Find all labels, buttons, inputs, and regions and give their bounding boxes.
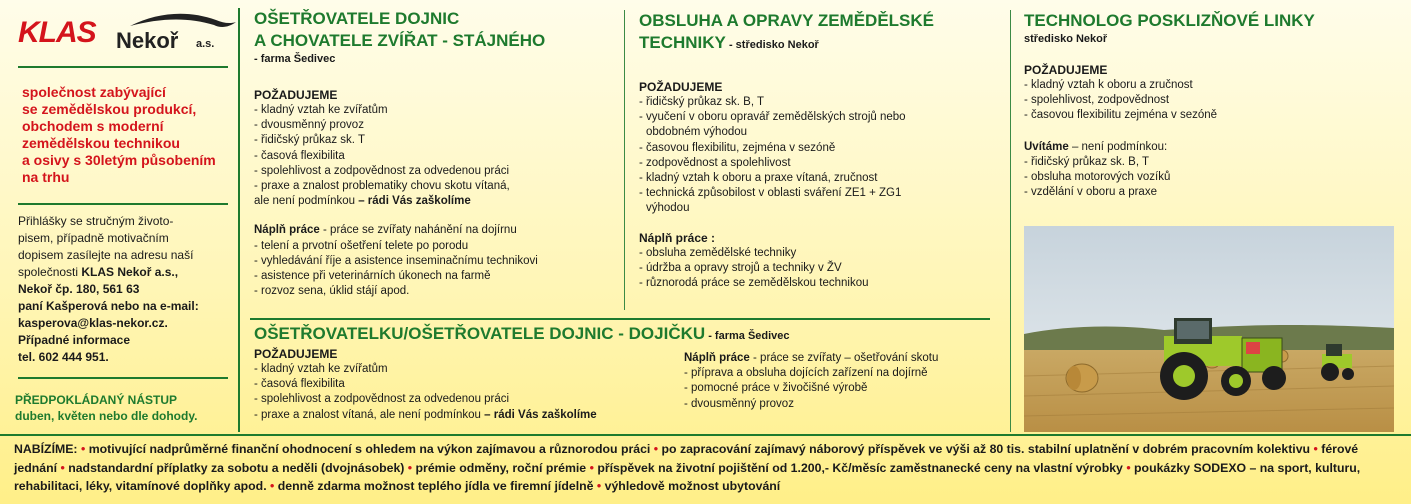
list-item: - obsluha zemědělské techniky <box>639 246 1004 261</box>
tagline-line: na trhu <box>22 169 70 185</box>
bullet-icon: • <box>407 460 416 475</box>
duties-list <box>639 246 1004 292</box>
job-location: - farma Šedivec <box>254 53 336 65</box>
requirements-heading: POŽADUJEME <box>1024 63 1108 77</box>
job-location: - farma Šedivec <box>705 330 790 342</box>
application-info <box>18 213 230 366</box>
bullet-icon: • <box>653 442 662 456</box>
requirements-list <box>254 103 619 209</box>
benefit-item: férové jednání <box>14 442 1359 475</box>
tagline-line: a osivy s 30letým působením <box>22 152 216 168</box>
list-item: - časovou flexibilitu zejména v sezóně <box>1024 108 1399 123</box>
list-item: - příprava a obsluha dojících zařízení na dojírně <box>684 366 1004 381</box>
list-item-continuation: ale není podmínkou – rádi Vás zaškolíme <box>254 195 471 208</box>
job-title: OŠETŘOVATELE DOJNIC <box>254 9 460 28</box>
apply-company-line: společnosti KLAS Nekoř a.s., <box>18 265 179 279</box>
column-divider <box>238 8 240 432</box>
benefit-item: denně zdarma možnost teplého jídla ve firemní jídelně <box>277 479 594 493</box>
benefit-item: prémie odměny, roční prémie <box>415 460 587 475</box>
bullet-icon: • <box>1126 460 1135 475</box>
list-item: - obsluha motorových vozíků <box>1024 170 1399 185</box>
bullet-icon: • <box>60 460 69 475</box>
welcome-list <box>1024 155 1399 201</box>
divider <box>18 66 228 68</box>
list-item: - časovou flexibilitu, zejména v sezóně <box>639 141 1004 156</box>
logo-nekor: Nekoř <box>116 28 179 53</box>
bullet-icon: • <box>1313 442 1322 456</box>
start-label: PŘEDPOKLÁDANÝ NÁSTUP <box>15 393 178 407</box>
bullet-icon: • <box>589 460 598 475</box>
duties-list <box>254 239 619 300</box>
benefit-item: motivující nadprůměrné finanční ohodnocení s ohledem na výkon zajímavou a různorodou práci <box>88 442 651 456</box>
list-item: - dvousměnný provoz <box>254 118 619 133</box>
requirements-list <box>639 95 1004 217</box>
tagline-line: společnost zabývající <box>22 84 166 100</box>
list-item: - technická způsobilost v oblasti sváření ZE1 + ZG1 <box>639 186 1004 201</box>
footer-divider <box>0 434 1411 436</box>
bullet-icon: • <box>80 442 89 456</box>
list-item: - asistence při veterinárních úkonech na farmě <box>254 269 619 284</box>
requirements-list <box>1024 78 1399 124</box>
list-item: - rozvoz sena, úklid stájí apod. <box>254 284 619 299</box>
company-logo <box>18 10 228 56</box>
benefit-item: nadstandardní příplatky za sobotu a neděli (dvojnásobek) <box>68 460 405 475</box>
benefit-item: poukázky SODEXO – na sport, kulturu, rehabilitaci, léky, vitamínové doplňky apod. <box>14 460 1361 493</box>
requirements-list <box>254 362 674 423</box>
list-item: - kladný vztah ke zvířatům <box>254 103 619 118</box>
job-dairy-keeper <box>254 8 619 299</box>
list-item: - vyučení v oboru opravář zemědělských strojů nebo <box>639 110 1004 125</box>
job-postharvest-technologist <box>1024 10 1399 200</box>
requirements-heading: POŽADUJEME <box>254 347 338 361</box>
list-item-continuation: obdobném výhodou <box>646 126 748 139</box>
job-milker-requirements <box>254 347 674 423</box>
apply-line: pisem, případně motivačním <box>18 231 169 245</box>
column-divider <box>1010 10 1011 432</box>
list-item: - dvousměnný provoz <box>684 397 1004 412</box>
list-item: - řidičský průkaz sk. B, T <box>639 95 1004 110</box>
start-date <box>15 392 240 424</box>
job-title: TECHNOLOG POSKLIZŇOVÉ LINKY <box>1024 11 1315 30</box>
list-item: - různorodá práce se zemědělskou technikou <box>639 276 1004 291</box>
duties-heading: Náplň práce - práce se zvířaty – ošetřování skotu <box>684 352 939 364</box>
bullet-icon: • <box>596 479 605 493</box>
benefit-item: příspěvek na životní pojištění od 1.200,- Kč/měsíc zaměstnanecké ceny na vlastní výrobky <box>597 460 1123 475</box>
list-item: - řidičský průkaz sk. B, T <box>1024 155 1399 170</box>
tagline-line: se zemědělskou produkcí, <box>22 101 197 117</box>
duties-heading: Náplň práce - práce se zvířaty nahánění na dojírnu <box>254 224 517 237</box>
list-item: - vzdělání v oboru a praxe <box>1024 185 1399 200</box>
contact-email-link[interactable]: kasperova@klas-nekor.cz. <box>18 316 168 330</box>
list-item: - spolehlivost, zodpovědnost <box>1024 93 1399 108</box>
job-location: - středisko Nekoř <box>725 39 819 51</box>
job-machinery-operator <box>639 10 1004 291</box>
list-item-continuation: výhodou <box>646 202 690 215</box>
list-item: - údržba a opravy strojů a techniky v ŽV <box>639 261 1004 276</box>
list-item: - pomocné práce v živočišné výrobě <box>684 381 1004 396</box>
requirements-heading: POŽADUJEME <box>254 88 338 102</box>
job-location: středisko Nekoř <box>1024 33 1108 45</box>
list-item: - spolehlivost a zodpovědnost za odvedenou práci <box>254 164 619 179</box>
divider <box>18 377 228 379</box>
company-address: Nekoř čp. 180, 561 63 <box>18 282 140 296</box>
job-milker <box>254 323 1004 345</box>
list-item: - zodpovědnost a spolehlivost <box>639 156 1004 171</box>
list-item: - praxe a znalost problematiky chovu skotu vítaná, <box>254 179 619 194</box>
apply-line: Přihlášky se stručným životo- <box>18 214 174 228</box>
list-item: - telení a prvotní ošetření telete po porodu <box>254 239 619 254</box>
start-value: duben, květen nebo dle dohody. <box>15 409 198 423</box>
job-title-line: TECHNIKY - středisko Nekoř <box>639 33 819 52</box>
contact-person: paní Kašperová nebo na e-mail: <box>18 299 199 313</box>
benefits-label: NABÍZÍME: <box>14 442 78 456</box>
logo-klas: KLAS <box>18 16 96 49</box>
list-item: - vyhledávání říje a asistence inseminačnímu technikovi <box>254 254 619 269</box>
job-title: OBSLUHA A OPRAVY ZEMĚDĚLSKÉ <box>639 11 935 30</box>
list-item: - kladný vztah k oboru a zručnost <box>1024 78 1399 93</box>
job-milker-duties <box>684 351 1004 412</box>
benefit-item: výhledově možnost ubytování <box>604 479 781 493</box>
welcome-heading: Uvítáme – není podmínkou: <box>1024 140 1168 153</box>
divider <box>18 203 228 205</box>
list-item: - praxe a znalost vítaná, ale není podmínkou – rádi Vás zaškolíme <box>254 408 674 423</box>
contact-phone[interactable]: tel. 602 444 951. <box>18 350 109 364</box>
bullet-icon: • <box>270 479 278 493</box>
divider <box>250 318 990 320</box>
duties-list <box>684 366 1004 412</box>
job-title: OŠETŘOVATELKU/OŠETŘOVATELE DOJNIC - DOJIČKU <box>254 324 706 343</box>
info-label: Případné informace <box>18 333 131 347</box>
tractor-photo <box>1024 226 1394 432</box>
apply-line: dopisem zasílejte na adresu naší <box>18 248 194 262</box>
logo-as: a.s. <box>196 38 215 50</box>
requirements-heading: POŽADUJEME <box>639 80 723 94</box>
list-item: - řidičský průkaz sk. T <box>254 133 619 148</box>
tagline-line: zemědělskou technikou <box>22 135 180 151</box>
company-tagline <box>22 84 228 186</box>
benefit-item: po zapracování zajímavý náborový příspěvek ve výši až 80 tis. stabilní uplatnění v dobrém pracovním kolektivu <box>661 442 1311 456</box>
list-item: - časová flexibilita <box>254 149 619 164</box>
list-item: - spolehlivost a zodpovědnost za odvedenou práci <box>254 392 674 407</box>
company-name: KLAS Nekoř a.s., <box>81 265 179 279</box>
list-item: - kladný vztah ke zvířatům <box>254 362 674 377</box>
list-item: - časová flexibilita <box>254 377 674 392</box>
duties-heading: Náplň práce : <box>639 230 716 245</box>
benefits-footer <box>14 440 1399 496</box>
job-title: A CHOVATELE ZVÍŘAT - STÁJNÉHO <box>254 31 546 50</box>
tagline-line: obchodem s moderní <box>22 118 164 134</box>
list-item: - kladný vztah k oboru a praxe vítaná, zručnost <box>639 171 1004 186</box>
column-divider <box>624 10 625 310</box>
job-title-line <box>254 323 1004 345</box>
